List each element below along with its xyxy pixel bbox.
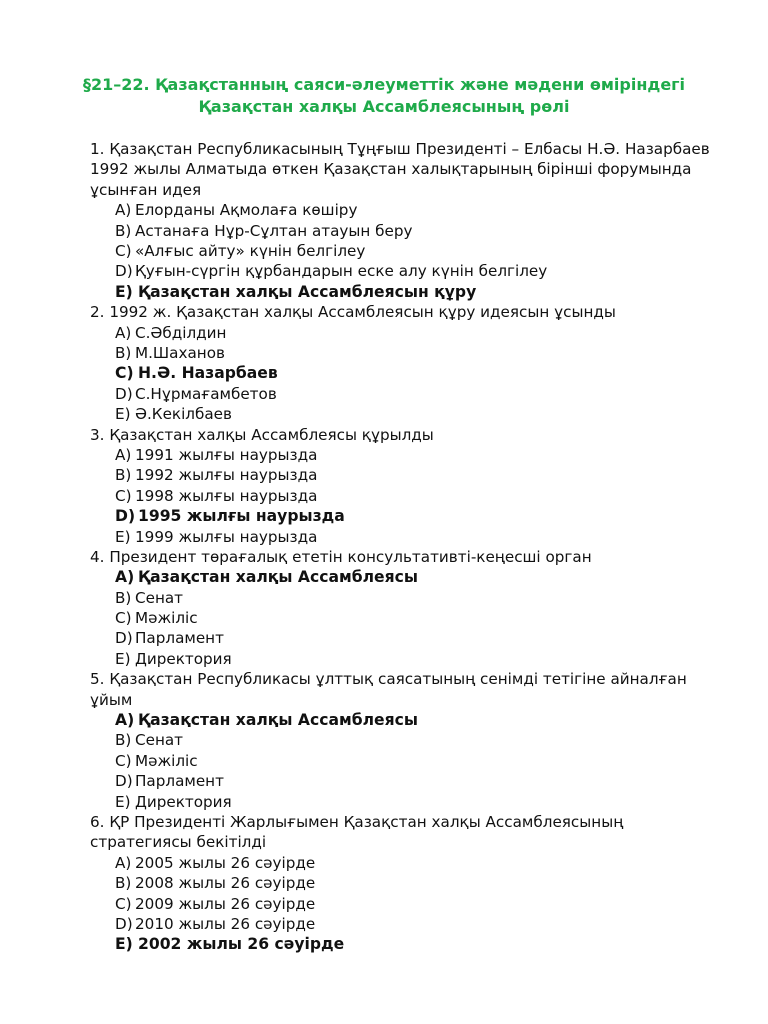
option-text: «Алғыс айту» күнін белгілеу bbox=[135, 242, 366, 260]
option-text: Қуғын-сүргін құрбандарын еске алу күнін белгілеу bbox=[135, 262, 548, 281]
answer-option bbox=[90, 384, 720, 404]
option-letter: A) bbox=[115, 853, 132, 872]
answer-option bbox=[90, 873, 720, 893]
option-text: 1995 жылғы наурызда bbox=[138, 507, 345, 526]
option-letter: E) bbox=[115, 405, 131, 424]
option-text: М.Шаханов bbox=[135, 343, 225, 362]
answer-option bbox=[90, 343, 720, 363]
answer-option bbox=[90, 628, 720, 648]
answer-option bbox=[90, 649, 720, 669]
option-text: Парламент bbox=[135, 629, 224, 648]
option-letter: B) bbox=[115, 874, 132, 893]
option-list bbox=[90, 567, 720, 669]
option-text: Мәжіліс bbox=[135, 609, 198, 628]
option-text: 1999 жылғы наурызда bbox=[135, 527, 318, 546]
question-list bbox=[90, 139, 720, 955]
option-letter: D) bbox=[115, 507, 136, 526]
option-text: 2002 жылы 26 сәуірде bbox=[138, 935, 345, 954]
correct-answer-option bbox=[90, 282, 720, 302]
option-letter: E) bbox=[115, 792, 131, 811]
option-text: Н.Ә. Назарбаев bbox=[138, 364, 278, 383]
option-letter: A) bbox=[115, 711, 135, 730]
correct-answer-option bbox=[90, 934, 720, 954]
option-text: 1998 жылғы наурызда bbox=[135, 486, 318, 505]
option-list bbox=[90, 710, 720, 812]
option-letter: A) bbox=[115, 323, 132, 342]
answer-option bbox=[90, 751, 720, 771]
option-text: Қазақстан халқы Ассамблеясы bbox=[138, 711, 418, 730]
option-text: 1992 жылғы наурызда bbox=[135, 466, 318, 485]
option-text: 2009 жылы 26 сәуірде bbox=[135, 894, 316, 913]
option-text: 1991 жылғы наурызда bbox=[135, 445, 318, 464]
question-text: 2. 1992 ж. Қазақстан халқы Ассамблеясын құру идеясын ұсынды bbox=[90, 303, 616, 322]
answer-option bbox=[90, 404, 720, 424]
option-text: Директория bbox=[135, 792, 232, 811]
question-block-3 bbox=[90, 425, 720, 547]
option-letter: D) bbox=[115, 629, 133, 648]
answer-option bbox=[90, 914, 720, 934]
option-letter: A) bbox=[115, 568, 135, 587]
option-letter: C) bbox=[115, 242, 132, 260]
answer-option bbox=[90, 853, 720, 873]
question-block-4 bbox=[90, 547, 720, 669]
question-text: 6. ҚР Президенті Жарлығымен Қазақстан халқы Ассамблеясының стратегиясы бекітілді bbox=[90, 813, 624, 852]
answer-option bbox=[90, 894, 720, 914]
option-letter: D) bbox=[115, 262, 133, 281]
correct-answer-option bbox=[90, 567, 720, 587]
answer-option bbox=[90, 445, 720, 465]
option-list bbox=[90, 200, 720, 302]
option-text: Қазақстан халқы Ассамблеясы bbox=[138, 568, 418, 587]
correct-answer-option bbox=[90, 710, 720, 730]
option-letter: B) bbox=[115, 466, 132, 485]
option-letter: A) bbox=[115, 201, 132, 220]
option-text: Сенат bbox=[135, 588, 184, 607]
option-list bbox=[90, 445, 720, 547]
title-line-2: Қазақстан халқы Ассамблеясының рөлі bbox=[198, 97, 570, 116]
option-letter: E) bbox=[115, 649, 131, 668]
option-letter: A) bbox=[115, 445, 132, 464]
question-text: 1. Қазақстан Республикасының Тұңғыш Президенті – Елбасы Н.Ә. Назарбаев 1992 жылы Алматыда өткен Қазақстан халықтарының бірінші форумында ұсынған идея bbox=[90, 140, 710, 199]
answer-option bbox=[90, 241, 720, 261]
title-line-1: §21–22. Қазақстанның саяси-әлеуметтік және мәдени өміріндегі bbox=[82, 75, 686, 94]
option-text: Елорданы Ақмолаға көшіру bbox=[135, 201, 358, 220]
option-letter: B) bbox=[115, 588, 132, 607]
option-text: Қазақстан халқы Ассамблеясын құру bbox=[138, 282, 477, 301]
option-text: 2005 жылы 26 сәуірде bbox=[135, 853, 316, 872]
option-list bbox=[90, 323, 720, 425]
document-title bbox=[60, 74, 708, 118]
option-letter: B) bbox=[115, 343, 132, 362]
question-block-1 bbox=[90, 139, 720, 302]
option-letter: E) bbox=[115, 282, 133, 301]
option-text: Парламент bbox=[135, 772, 224, 791]
correct-answer-option bbox=[90, 506, 720, 526]
option-letter: D) bbox=[115, 384, 133, 403]
option-text: С.Нұрмағамбетов bbox=[135, 384, 277, 403]
answer-option bbox=[90, 486, 720, 506]
question-block-6 bbox=[90, 812, 720, 955]
answer-option bbox=[90, 730, 720, 750]
answer-option bbox=[90, 608, 720, 628]
answer-option bbox=[90, 221, 720, 241]
option-letter: C) bbox=[115, 609, 132, 628]
question-block-5 bbox=[90, 669, 720, 812]
question-block-2 bbox=[90, 302, 720, 424]
option-text: Сенат bbox=[135, 731, 184, 750]
option-text: Мәжіліс bbox=[135, 751, 198, 770]
answer-option bbox=[90, 465, 720, 485]
option-text: 2008 жылы 26 сәуірде bbox=[135, 874, 316, 893]
answer-option bbox=[90, 261, 720, 281]
option-letter: E) bbox=[115, 527, 131, 546]
option-text: Астанаға Нұр-Сұлтан атауын беру bbox=[135, 221, 413, 240]
question-text: 3. Қазақстан халқы Ассамблеясы құрылды bbox=[90, 425, 434, 444]
option-text: Ә.Кекілбаев bbox=[135, 405, 232, 424]
option-text: С.Әбділдин bbox=[135, 323, 227, 342]
answer-option bbox=[90, 527, 720, 547]
answer-option bbox=[90, 323, 720, 343]
answer-option bbox=[90, 588, 720, 608]
option-letter: B) bbox=[115, 731, 132, 750]
correct-answer-option bbox=[90, 363, 720, 383]
option-list bbox=[90, 853, 720, 955]
option-letter: B) bbox=[115, 221, 132, 240]
question-text: 5. Қазақстан Республикасы ұлттық саясатының сенімді тетігіне айналған ұйым bbox=[90, 670, 687, 709]
option-letter: C) bbox=[115, 751, 132, 770]
option-text: 2010 жылы 26 сәуірде bbox=[135, 915, 316, 933]
option-letter: C) bbox=[115, 486, 132, 505]
option-letter: E) bbox=[115, 935, 133, 954]
option-letter: C) bbox=[115, 364, 134, 383]
answer-option bbox=[90, 200, 720, 220]
answer-option bbox=[90, 771, 720, 791]
option-letter: D) bbox=[115, 772, 133, 791]
question-text: 4. Президент төрағалық ететін консультативті-кеңесші орган bbox=[90, 547, 592, 566]
option-letter: D) bbox=[115, 915, 133, 933]
answer-option bbox=[90, 792, 720, 812]
option-text: Директория bbox=[135, 649, 232, 668]
option-letter: C) bbox=[115, 894, 132, 913]
